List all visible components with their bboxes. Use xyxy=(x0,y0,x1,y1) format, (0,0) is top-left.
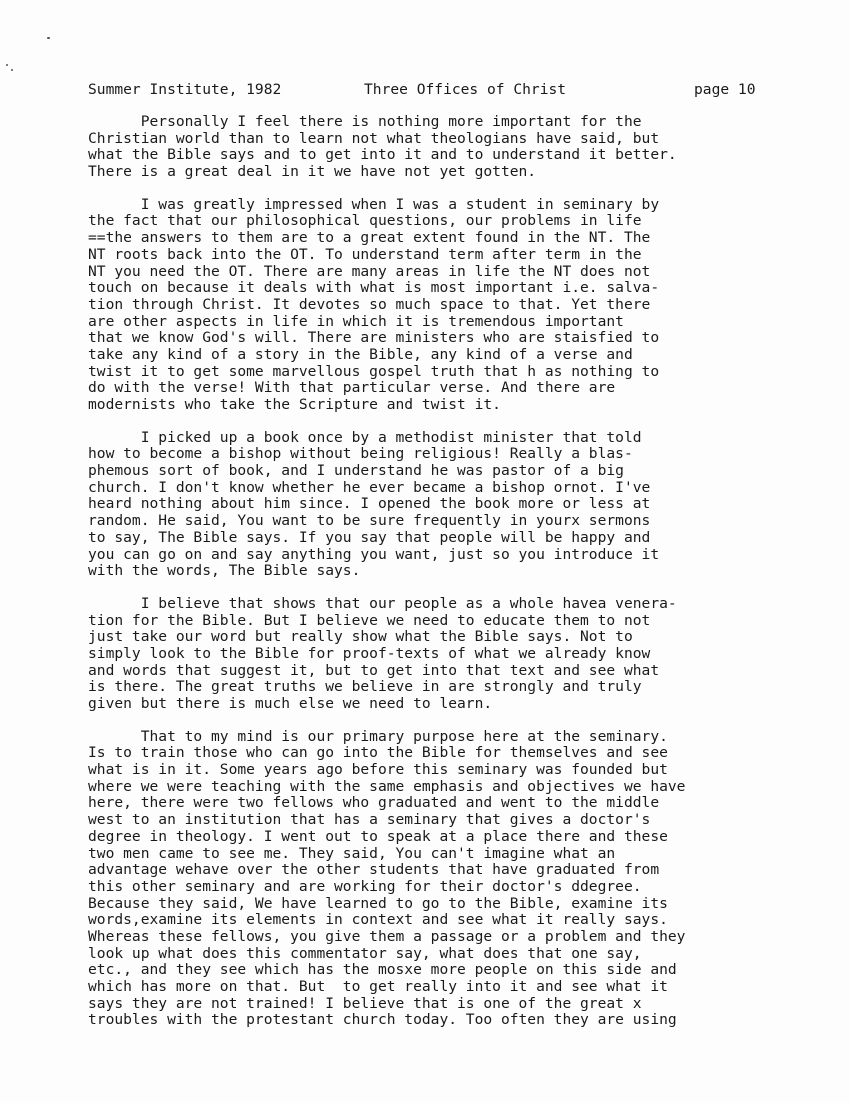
text-line: There is a great deal in it we have not yet gotten. xyxy=(88,163,537,181)
text-line: phemous sort of book, and I understand he was pastor of a big xyxy=(88,462,624,480)
header-page-number: page 10 xyxy=(694,81,756,98)
paragraph xyxy=(88,114,793,181)
paragraph xyxy=(88,596,793,713)
text-line: take any kind of a story in the Bible, any kind of a verse and xyxy=(88,345,633,363)
text-line: this other seminary and are working for their doctor's ddegree. xyxy=(88,877,642,895)
text-line: troubles with the protestant church today. Too often they are using xyxy=(88,1011,677,1029)
text-line: two men came to see me. They said, You can't imagine what an xyxy=(88,844,616,862)
text-line: is there. The great truths we believe in are strongly and truly xyxy=(88,678,642,696)
text-line: west to an institution that has a seminary that gives a doctor's xyxy=(88,811,651,829)
text-line: tion through Christ. It devotes so much space to that. Yet there xyxy=(88,295,651,313)
header-title: Three Offices of Christ xyxy=(364,81,567,98)
header-event: Summer Institute, 1982 xyxy=(88,81,282,98)
text-line: and words that suggest it, but to get into that text and see what xyxy=(88,661,660,679)
scan-speck xyxy=(11,69,13,71)
text-line: with the words, The Bible says. xyxy=(88,562,361,580)
paragraph xyxy=(88,430,793,580)
text-line: modernists who take the Scripture and twist it. xyxy=(88,396,501,413)
text-line: Whereas these fellows, you give them a passage or a problem and they xyxy=(88,927,686,945)
text-line: etc., and they see which has the mosxe more people on this side and xyxy=(88,961,677,979)
text-line: church. I don't know whether he ever became a bishop ornot. I've xyxy=(88,478,651,496)
text-line: That to my mind is our primary purpose here at the seminary. xyxy=(88,727,668,745)
paragraph xyxy=(88,197,793,414)
paragraph xyxy=(88,729,793,1029)
text-line: advantage wehave over the other students that have graduated from xyxy=(88,861,660,879)
text-line: heard nothing about him since. I opened the book more or less at xyxy=(88,495,651,513)
text-line: tion for the Bible. But I believe we need to educate them to not xyxy=(88,611,651,629)
text-line: words,examine its elements in context and see what it really says. xyxy=(88,911,668,929)
text-line: here, there were two fellows who graduated and went to the middle xyxy=(88,794,660,812)
text-line: given but there is much else we need to learn. xyxy=(88,695,493,712)
text-line: degree in theology. I went out to speak at a place there and these xyxy=(88,827,668,845)
text-line: Christian world than to learn not what theologians have said, but xyxy=(88,129,660,147)
document-body xyxy=(88,114,793,1045)
page-header xyxy=(88,80,778,100)
text-line: ==the answers to them are to a great extent found in the NT. The xyxy=(88,229,651,247)
text-line: twist it to get some marvellous gospel truth that h as nothing to xyxy=(88,362,660,380)
text-line: touch on because it deals with what is most important i.e. salva- xyxy=(88,279,660,297)
text-line: says they are not trained! I believe that is one of the great x xyxy=(88,994,642,1012)
text-line: the fact that our philosophical questions, our problems in life xyxy=(88,212,642,230)
text-line: what the Bible says and to get into it and to understand it better. xyxy=(88,146,677,164)
text-line: I picked up a book once by a methodist minister that told xyxy=(88,428,642,446)
text-line: Because they said, We have learned to go to the Bible, examine its xyxy=(88,894,668,912)
text-line: NT you need the OT. There are many areas in life the NT does not xyxy=(88,262,651,280)
scan-speck xyxy=(47,37,50,39)
text-line: where we were teaching with the same emphasis and objectives we have xyxy=(88,777,686,795)
text-line: are other aspects in life in which it is tremendous important xyxy=(88,312,624,330)
text-line: I was greatly impressed when I was a student in seminary by xyxy=(88,195,660,213)
text-line: look up what does this commentator say, what does that one say, xyxy=(88,944,642,962)
text-line: simply look to the Bible for proof-texts of what we already know xyxy=(88,644,651,662)
text-line: how to become a bishop without being religious! Really a blas- xyxy=(88,445,633,463)
text-line: to say, The Bible says. If you say that people will be happy and xyxy=(88,528,651,546)
text-line: just take our word but really show what the Bible says. Not to xyxy=(88,628,633,646)
text-line: you can go on and say anything you want, just so you introduce it xyxy=(88,545,660,563)
text-line: which has more on that. But to get really into it and see what it xyxy=(88,978,668,995)
text-line: that we know God's will. There are ministers who are staisfied to xyxy=(88,329,660,347)
scan-speck xyxy=(6,64,8,66)
text-line: Personally I feel there is nothing more important for the xyxy=(88,113,642,130)
text-line: NT roots back into the OT. To understand term after term in the xyxy=(88,245,642,263)
text-line: I believe that shows that our people as a whole havea venera- xyxy=(88,594,677,612)
text-line: do with the verse! With that particular verse. And there are xyxy=(88,379,616,397)
text-line: Is to train those who can go into the Bible for themselves and see xyxy=(88,744,668,762)
text-line: what is in it. Some years ago before this seminary was founded but xyxy=(88,761,668,779)
text-line: random. He said, You want to be sure frequently in yourx sermons xyxy=(88,512,651,530)
